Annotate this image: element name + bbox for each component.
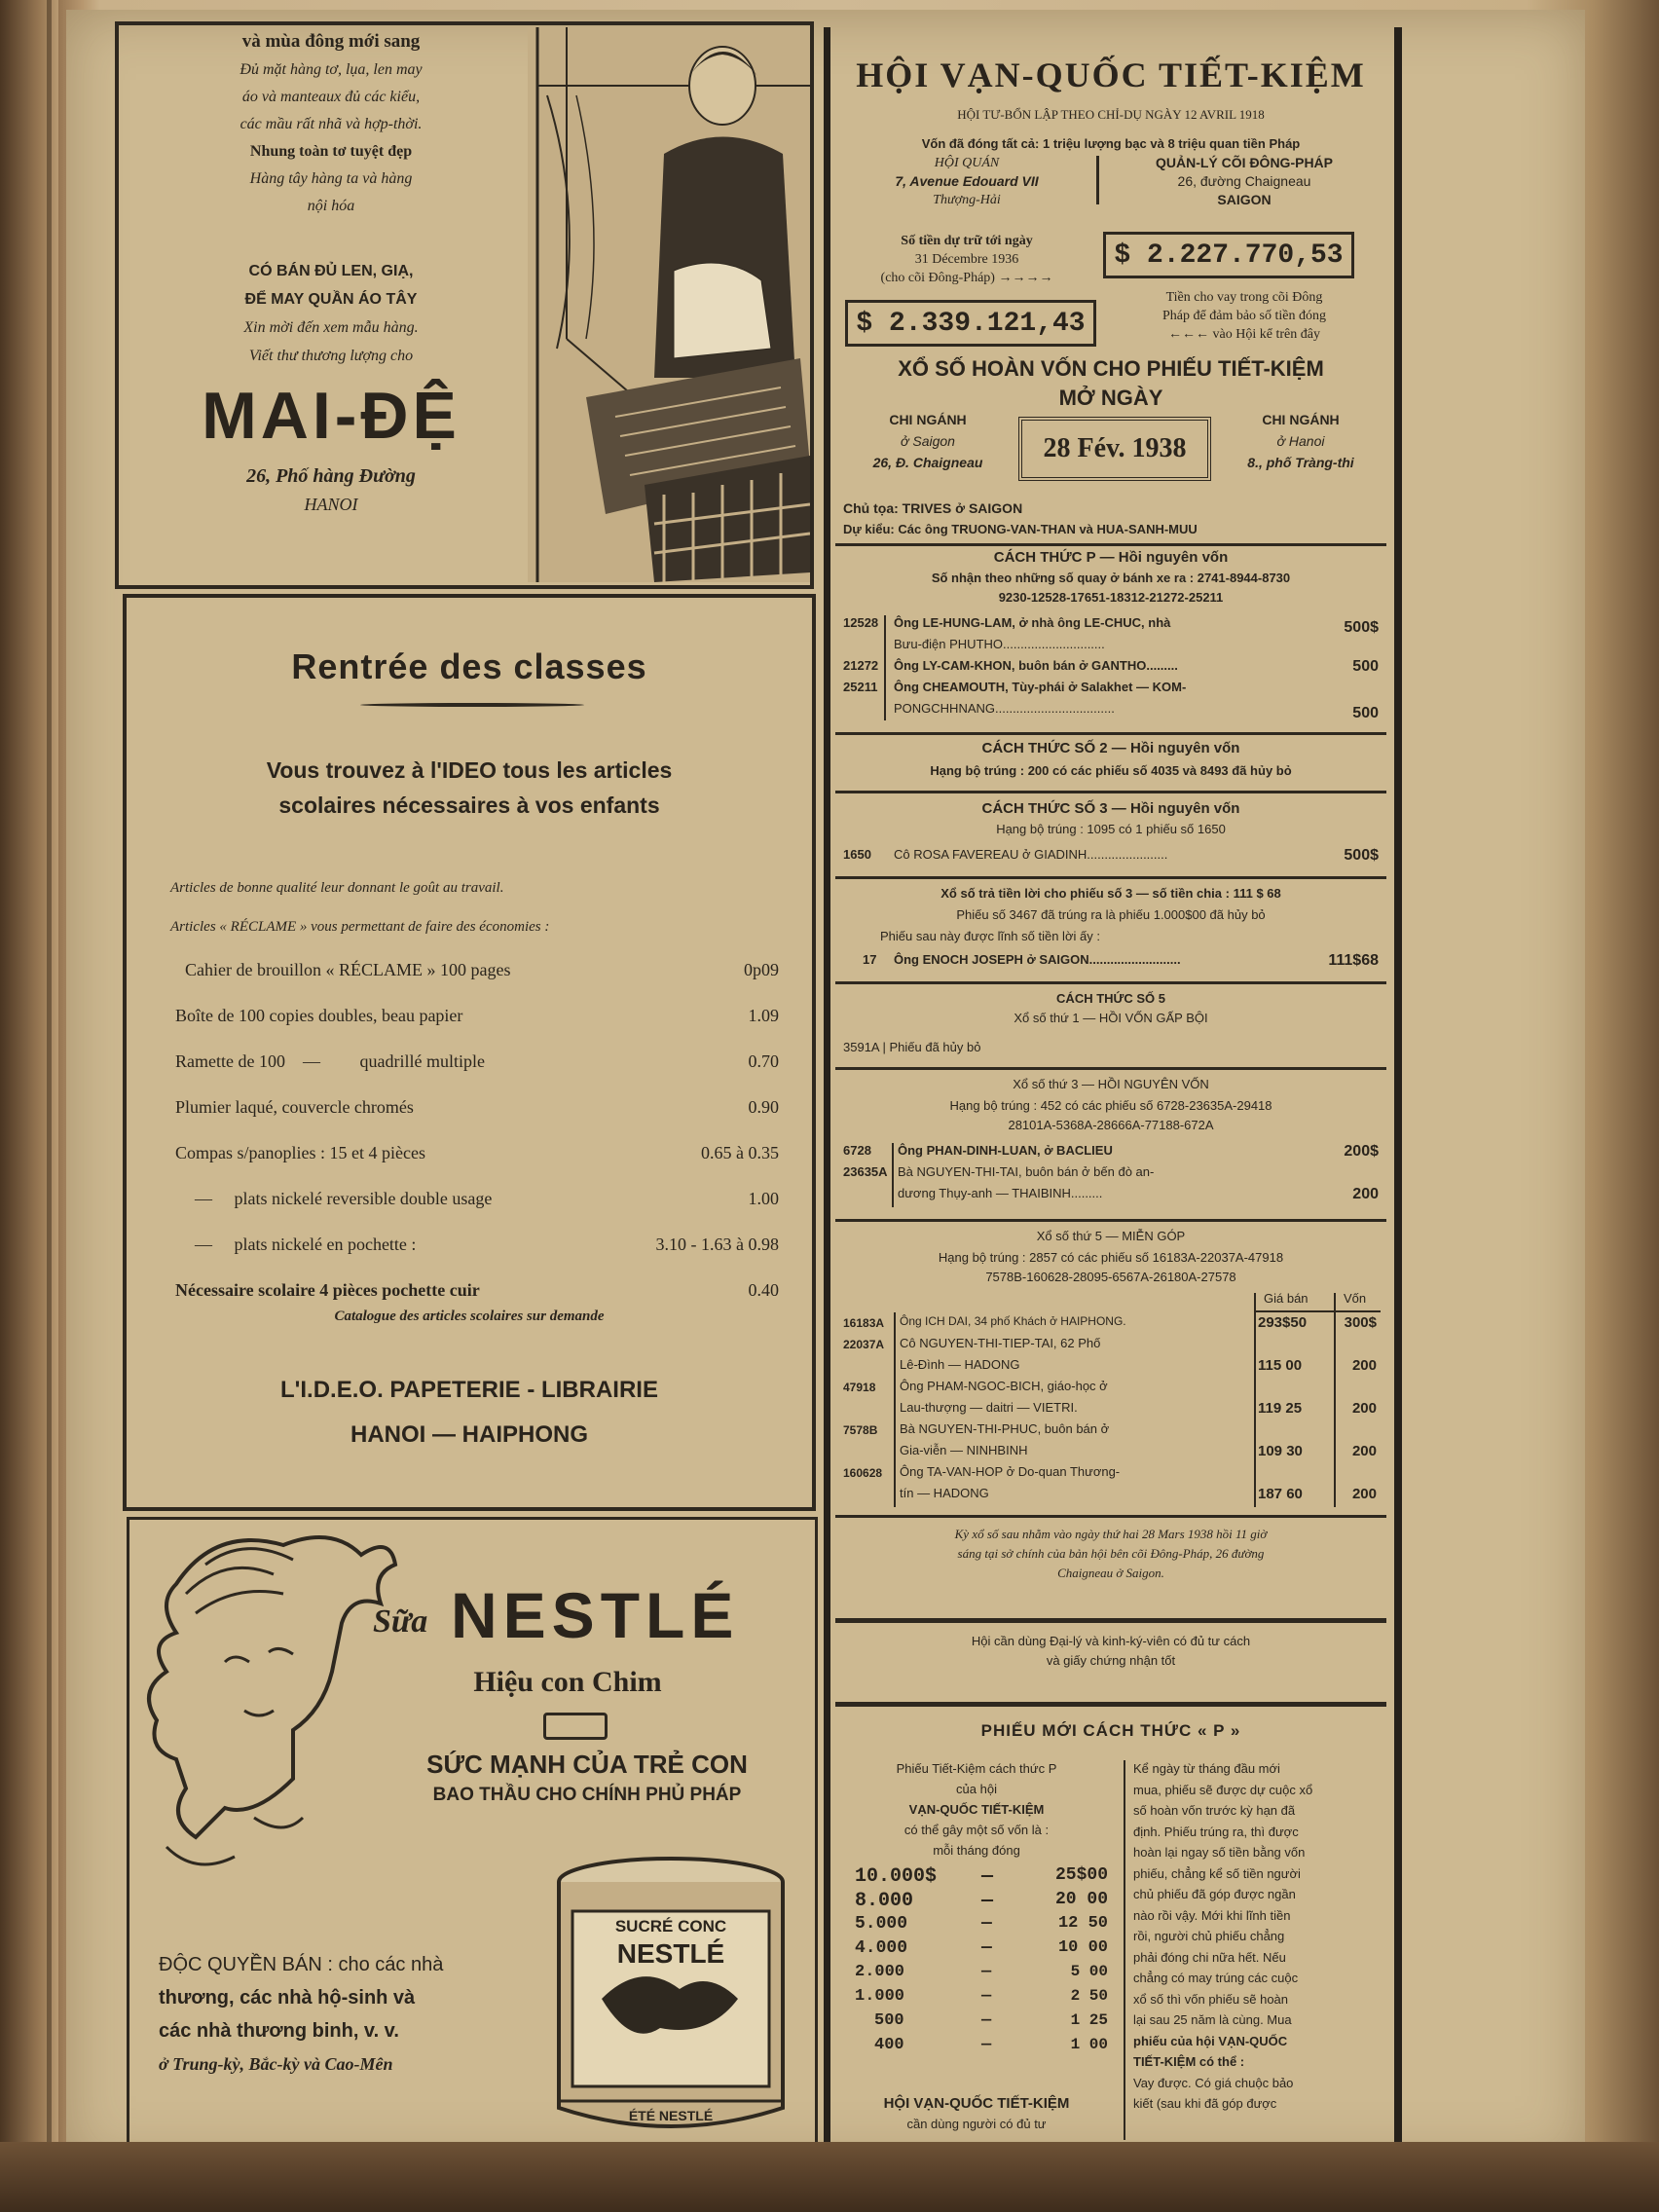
ideo-subtitle: Vous trouvez à l'IDEO tous les articles (266, 757, 673, 783)
text-line: Thượng-Hải (933, 193, 1001, 207)
text-line: 0.40 (748, 1280, 779, 1300)
text-line: chẳng có may trúng các cuộc (1133, 1971, 1299, 1985)
column-header-price: Giá bán (1264, 1291, 1309, 1306)
text-line: định. Phiếu trúng ra, thì được (1133, 1824, 1299, 1839)
text-line: Bà NGUYEN-THI-TAI, buôn bán ở bến đò an- (898, 1164, 1155, 1179)
page-bottom-edge (0, 2142, 1659, 2212)
text-line: hoàn lại ngay số tiền bằng vốn (1133, 1845, 1306, 1860)
table-rule (1254, 1310, 1381, 1312)
nestle-tagline: Hiệu con Chim (473, 1666, 662, 1698)
price-item (175, 1189, 779, 1235)
text-line: ĐỘC QUYỀN BÁN : cho các nhà (159, 1954, 444, 1975)
price-item (175, 1006, 779, 1051)
section-rule (835, 876, 1386, 879)
next-draw-note (835, 1525, 1386, 1583)
text-line: Chaigneau ở Saigon. (1057, 1566, 1164, 1580)
text-line: Ông ICH DAI, 34 phố Khách ở HAIPHONG. (900, 1314, 1126, 1328)
text-line: Plumier laqué, couvercle chromés (175, 1097, 414, 1117)
text-line: 5.000 (855, 1914, 908, 1934)
column-divider (824, 27, 830, 2159)
dash-separator: — (981, 1890, 994, 1912)
divider (1254, 1293, 1256, 1507)
text-line: Phiếu Tiết-Kiệm cách thức P (896, 1761, 1057, 1776)
section-rule (835, 1515, 1386, 1518)
text-line: chủ phiếu đã góp được ngần (1133, 1887, 1296, 1901)
text-line: 26, đường Chaigneau (1177, 173, 1311, 189)
text-line: và giấy chứng nhận tốt (1046, 1653, 1176, 1668)
ticket-rate-table (855, 1865, 1108, 2060)
text-line: 25211 (843, 680, 878, 694)
text-line: ở Hanoi (1276, 433, 1325, 449)
new-ticket-title: PHIẾU MỚI CÁCH THỨC « P » (980, 1721, 1241, 1740)
amount-reserve: $ 2.227.770,53 (1103, 232, 1354, 278)
text-line: 500 (1352, 658, 1379, 675)
text-line: 200 (1352, 1186, 1379, 1202)
section-rule (835, 791, 1386, 793)
text-line: 1 00 (1070, 2036, 1108, 2053)
text-line: Ramette de 100 — quadrillé multiple (175, 1051, 485, 1071)
amount-loans: $ 2.339.121,43 (845, 300, 1096, 347)
section-rule (835, 1702, 1386, 1707)
text-line: 31 Décembre 1936 (914, 252, 1019, 267)
text-line: 200 (1351, 1400, 1377, 1417)
dash-separator: — (981, 1963, 992, 1981)
text-line: 8.000 (855, 1890, 914, 1912)
text-line: TIẾT-KIỆM có thể : (1133, 2054, 1245, 2069)
text-line: CHI NGÁNH (889, 412, 967, 427)
divider (1096, 156, 1099, 204)
reserve-note (845, 232, 1088, 287)
text-line: Lau-thượng — daitri — VIETRI. (900, 1400, 1078, 1415)
text-line: 4.000 (855, 1938, 908, 1958)
text-line: 200 (1351, 1357, 1377, 1374)
section-numbers: Số nhận theo những số quay ở bánh xe ra : 2741-8944-8730 (931, 571, 1291, 585)
agents-note (835, 1632, 1386, 1671)
text-line: 500 (1352, 705, 1379, 721)
text-line: 119 25 (1258, 1400, 1303, 1417)
text-line: 2 50 (1070, 1987, 1108, 2005)
maide-address: 26, Phố hàng Đường (246, 465, 416, 487)
text-line: ở Saigon (901, 433, 955, 449)
dash-separator: — (981, 1914, 992, 1934)
text-line: 12 50 (1057, 1914, 1108, 1933)
section-text: 7578B-160628-28095-6567A-26180A-27578 (985, 1270, 1236, 1284)
nestle-dealer (159, 1948, 443, 2081)
binding-spine (47, 0, 52, 2212)
text-line: có thể gây một số vốn là : (903, 1823, 1050, 1837)
section-rule (835, 732, 1386, 735)
price-item (175, 1143, 779, 1189)
text-line: Hội cần dùng Đại-lý và kinh-ký-viên có đủ tư cách (971, 1634, 1251, 1648)
text-line: phiếu của hội VẠN-QUỐC (1133, 2033, 1288, 2048)
winners-list (843, 615, 1379, 722)
price-item (175, 960, 779, 1006)
text-line: của hội (956, 1782, 997, 1796)
text-line: SAIGON (1217, 192, 1272, 207)
text-line: — plats nickelé reversible double usage (195, 1189, 493, 1208)
maide-name: MAI-ĐỆ (202, 379, 461, 453)
can-label: SUCRÉ CONC (614, 1917, 727, 1936)
price-item (175, 1235, 779, 1280)
text-line: 293$50 (1258, 1314, 1308, 1331)
section-title: CÁCH THỨC SỐ 5 (1056, 991, 1165, 1006)
nestle-brand: NESTLÉ (451, 1579, 740, 1651)
text-line: 2.000 (855, 1963, 905, 1981)
text-line: Tiền cho vay trong cõi Đông (1165, 290, 1323, 305)
text-line: 1.000 (855, 1987, 905, 2006)
text-line: 200 (1351, 1486, 1377, 1502)
section-subtitle: Xổ số thứ 1 — HỒI VỐN GẤP BỘI (1014, 1011, 1208, 1025)
text-line: Boîte de 100 copies doubles, beau papier (175, 1006, 463, 1025)
winners-table (843, 1314, 1381, 1507)
new-ticket-description (1133, 1758, 1386, 2115)
text-line: 21272 (843, 658, 879, 673)
winners-list (843, 1143, 1379, 1207)
text-line: dương Thụy-anh — THAIBINH......... (898, 1186, 1103, 1200)
text-line: Bưu-điện PHUTHO............................. (894, 637, 1105, 651)
condensed-milk-can-icon (543, 1853, 798, 2135)
dash-separator: — (981, 1865, 994, 1888)
section-rule (835, 1067, 1386, 1070)
text-line: 5 00 (1070, 1963, 1108, 1980)
maide-line: Viết thư thương lượng cho (248, 348, 414, 364)
text-line: 1650 (843, 847, 871, 862)
text-line: CHI NGÁNH (1262, 412, 1340, 427)
text-line: 7, Avenue Edouard VII (895, 173, 1039, 189)
text-line: 1 25 (1070, 2011, 1108, 2029)
section-title: CÁCH THỨC P — Hồi nguyên vốn (993, 549, 1229, 566)
section-title: Xổ số trả tiền lời cho phiếu số 3 — số tiền chia : 111 $ 68 (940, 886, 1281, 901)
draw-attendees: Dự kiểu: Các ông TRUONG-VAN-THAN và HUA-SANH-MUU (843, 522, 1198, 536)
text-line: Kể ngày từ tháng đầu mới (1133, 1761, 1280, 1776)
divider (884, 615, 886, 720)
section-numbers: 9230-12528-17651-18312-21272-25211 (998, 590, 1224, 605)
text-line: 3.10 - 1.63 à 0.98 (655, 1235, 779, 1254)
text-line: lại sau 25 năm là cùng. Mua (1133, 2012, 1292, 2027)
maide-line: Nhung toàn tơ tuyệt đẹp (249, 143, 413, 160)
text-line: Nécessaire scolaire 4 pièces pochette cuir (175, 1280, 480, 1300)
ornament-icon (543, 1713, 608, 1740)
head-office (845, 154, 1088, 209)
text-line: 111$68 (1328, 952, 1379, 969)
dash-separator: — (981, 1938, 992, 1958)
maide-ad (115, 21, 814, 589)
text-line: Ông LY-CAM-KHON, buôn bán ở GANTHO......... (894, 658, 1178, 673)
maide-line: Xin mời đến xem mẫu hàng. (243, 319, 419, 336)
section-text: 28101A-5368A-28666A-77188-672A (1008, 1118, 1214, 1132)
maide-line: Đủ mặt hàng tơ, lụa, len may (240, 61, 423, 78)
section-text: Phiếu số 3467 đã trúng ra là phiếu 1.000$00 đã hủy bỏ (956, 907, 1266, 922)
maide-line: các mầu rất nhã và hợp-thời. (240, 116, 423, 132)
text-line: 17 (863, 952, 877, 967)
can-label: ÉTÉ NESTLÉ (628, 2108, 714, 2123)
maide-line: CÓ BÁN ĐỦ LEN, GIẠ, (248, 263, 414, 279)
text-line: phiếu, chẳng kể số tiền người (1133, 1865, 1301, 1881)
text-line: phải đóng chi nữa hết. Nếu (1133, 1949, 1286, 1965)
ideo-catalogue: Catalogue des articles scolaires sur demande (334, 1309, 605, 1324)
text-line: Ông LE-HUNG-LAM, ở nhà ông LE-CHUC, nhà (894, 615, 1171, 630)
text-line: 0.70 (748, 1051, 779, 1071)
text-line: nào rồi vậy. Mới khi lĩnh tiền (1133, 1907, 1291, 1923)
draw-chair: Chủ tọa: TRIVES ở SAIGON (843, 500, 1023, 516)
text-line: mua, phiếu sẽ được dự cuộc xổ (1133, 1782, 1313, 1797)
text-line: 500$ (1344, 619, 1379, 636)
text-line: 1.09 (748, 1006, 779, 1025)
management-office (1103, 154, 1385, 209)
column-divider (1394, 27, 1402, 2159)
nestle-sua: Sữa (373, 1604, 428, 1640)
section-title: CÁCH THỨC SỐ 3 — Hồi nguyên vốn (981, 800, 1240, 817)
ideo-note: Articles « RÉCLAME » vous permettant de faire des économies : (170, 919, 550, 935)
section-text: Hạng bộ trúng : 200 có các phiếu số 4035 và 8493 đã hủy bỏ (930, 763, 1292, 778)
text-line: VẠN-QUỐC TIẾT-KIỆM (908, 1802, 1045, 1817)
savings-subtitle: HỘI TƯ-BỔN LẬP THEO CHỈ-DỤ NGÀY 12 AVRIL 1918 (957, 107, 1265, 122)
section-rule (835, 981, 1386, 984)
draw-subtitle: MỞ NGÀY (1058, 386, 1163, 410)
winner-row (843, 847, 1379, 868)
nestle-slogan: BAO THẦU CHO CHÍNH PHỦ PHÁP (432, 1785, 742, 1805)
text-line: 500 (874, 2011, 904, 2030)
new-ticket-intro (835, 1758, 1118, 1861)
maide-line: Hàng tây hàng ta và hàng (249, 170, 413, 187)
text-line: Vay được. Có giá chuộc bảo (1133, 2075, 1294, 2090)
section-title: CÁCH THỨC SỐ 2 — Hồi nguyên vốn (981, 740, 1240, 756)
text-line: số hoàn vốn trước kỳ hạn đã (1133, 1803, 1296, 1818)
branch-saigon (845, 409, 1011, 473)
text-line: 12528 (843, 615, 879, 630)
text-line: rồi, người chủ phiếu chẳng (1133, 1929, 1285, 1943)
section-title: Xổ số thứ 5 — MIỄN GÓP (1036, 1229, 1186, 1243)
text-line: kiết (sau khi đã góp được (1133, 2096, 1277, 2111)
newspaper-page (66, 10, 1585, 2166)
text-line: 200$ (1344, 1143, 1379, 1160)
title-underline (360, 703, 584, 707)
text-line: 22037A (843, 1338, 885, 1351)
text-line: 8., phố Tràng-thi (1247, 455, 1354, 470)
section-text: Hạng bộ trúng : 452 có các phiếu số 6728-23635A-29418 (949, 1098, 1272, 1113)
nestle-ad (127, 1517, 818, 2155)
new-ticket-footer: HỘI VẠN-QUỐC TIẾT-KIỆM (883, 2095, 1070, 2112)
text-line: Ông ENOCH JOSEPH ở SAIGON.......................... (894, 952, 1181, 967)
text-line: ←←← vào Hội kể trên đây (1168, 327, 1320, 342)
divider (894, 1312, 896, 1507)
savings-capital: Vốn đã đóng tất cả: 1 triệu lượng bạc và 8 triệu quan tiền Pháp (921, 136, 1301, 151)
text-line: 500$ (1344, 847, 1379, 864)
section-title: Xổ số thứ 3 — HỒI NGUYÊN VỐN (1013, 1077, 1209, 1091)
text-line: Ông PHAN-DINH-LUAN, ở BACLIEU (898, 1143, 1113, 1158)
text-line: 0.65 à 0.35 (701, 1143, 779, 1162)
text-line: 10 00 (1057, 1938, 1108, 1957)
text-line: 0p09 (744, 960, 779, 979)
section-rule (835, 1219, 1386, 1222)
text-line: Cô ROSA FAVEREAU ở GIADINH....................... (894, 847, 1168, 862)
savings-title: HỘI VẠN-QUỐC TIẾT-KIỆM (856, 55, 1366, 94)
text-line: Lê-Đình — HADONG (900, 1357, 1020, 1372)
text-line: Ông TA-VAN-HOP ở Do-quan Thương- (900, 1464, 1121, 1479)
winner-row (843, 952, 1379, 974)
maide-line: nội hóa (307, 198, 355, 214)
text-line: HỘI QUÁN (934, 156, 1000, 170)
ideo-note: Articles de bonne qualité leur donnant le goût au travail. (170, 880, 504, 896)
text-line: các nhà thương binh, v. v. (159, 2020, 399, 2042)
text-line: 7578B (843, 1423, 878, 1437)
savings-society-ad (835, 27, 1386, 2159)
winner-row: 3591A | Phiếu đã hủy bỏ (843, 1040, 981, 1054)
text-line: sáng tại sở chính của bản hội bên cõi Đông-Pháp, 26 đường (957, 1546, 1265, 1561)
text-line: Ông CHEAMOUTH, Tùy-phái ở Salakhet — KOM- (894, 680, 1187, 694)
text-line: thương, các nhà hộ-sinh và (159, 1987, 416, 2009)
text-line: 47918 (843, 1381, 876, 1394)
text-line: Cô NGUYEN-THI-TIEP-TAI, 62 Phố (900, 1336, 1101, 1350)
section-text: Hạng bộ trúng : 2857 có các phiếu số 16183A-22037A-47918 (938, 1250, 1284, 1265)
child-face-illustration (137, 1526, 400, 1886)
text-line: 0.90 (748, 1097, 779, 1117)
dash-separator: — (981, 2036, 992, 2054)
loan-note (1103, 288, 1385, 344)
text-line: 300$ (1344, 1314, 1377, 1331)
woman-sewing-illustration (528, 27, 810, 582)
text-line: mỗi tháng đóng (933, 1843, 1020, 1858)
text-line: 10.000$ (855, 1865, 938, 1888)
ideo-ad (123, 594, 816, 1511)
text-line: 109 30 (1258, 1443, 1303, 1459)
divider (1124, 1760, 1125, 2140)
text-line: 200 (1351, 1443, 1377, 1459)
draw-date: 28 Fév. 1938 (1018, 417, 1211, 481)
text-line: Kỳ xổ số sau nhằm vào ngày thứ hai 28 Mars 1938 hồi 11 giờ (954, 1527, 1268, 1541)
maide-city: HANOI (304, 495, 358, 514)
section-rule (835, 1618, 1386, 1623)
text-line: 25$00 (1054, 1865, 1108, 1885)
text-line: 6728 (843, 1143, 871, 1158)
section-text: Phiếu sau này được lĩnh số tiền lời ấy : (880, 929, 1100, 943)
draw-title: XỔ SỐ HOÀN VỐN CHO PHIẾU TIẾT-KIỆM (898, 356, 1324, 381)
text-line: QUẢN-LÝ CÕI ĐÔNG-PHÁP (1156, 155, 1333, 170)
dash-separator: — (981, 1987, 992, 2006)
text-line: tín — HADONG (900, 1486, 989, 1500)
column-header-capital: Vốn (1344, 1291, 1367, 1306)
text-line: 26, Đ. Chaigneau (872, 455, 983, 470)
can-label: NESTLÉ (616, 1938, 725, 1969)
text-line: ở Trung-kỳ, Bắc-kỳ và Cao-Mên (159, 2054, 393, 2074)
text-line: 16183A (843, 1316, 885, 1330)
branch-hanoi (1215, 409, 1386, 473)
text-line: 115 00 (1258, 1357, 1303, 1374)
divider (892, 1143, 894, 1207)
nestle-slogan: SỨC MẠNH CỦA TRẺ CON (426, 1750, 748, 1779)
ideo-brand: L'I.D.E.O. PAPETERIE - LIBRAIRIE (280, 1377, 658, 1403)
text-line: xổ số thì vốn phiếu sẽ hoàn (1133, 1991, 1289, 2007)
text-line: 23635A (843, 1164, 888, 1179)
text-line: Gia-viễn — NINHBINH (900, 1443, 1028, 1457)
section-rule (835, 543, 1386, 546)
dash-separator: — (981, 2011, 992, 2030)
maide-line: ĐỂ MAY QUẦN ÁO TÂY (244, 291, 418, 308)
text-line: 187 60 (1258, 1486, 1303, 1502)
text-line: Cahier de brouillon « RÉCLAME » 100 pages (185, 960, 511, 979)
price-item (175, 1051, 779, 1097)
new-ticket-footer: cần dùng người có đủ tư (906, 2117, 1047, 2131)
price-item (175, 1097, 779, 1143)
text-line: Số tiền dự trữ tới ngày (901, 234, 1033, 248)
ideo-price-list (175, 960, 779, 1326)
divider (1334, 1293, 1336, 1507)
text-line: Bà NGUYEN-THI-PHUC, buôn bán ở (900, 1421, 1110, 1436)
ideo-cities: HANOI — HAIPHONG (350, 1421, 588, 1448)
section-text: Hạng bộ trúng : 1095 có 1 phiếu số 1650 (996, 822, 1226, 836)
text-line: 400 (874, 2036, 904, 2054)
ideo-title: Rentrée des classes (291, 646, 647, 686)
text-line: Compas s/panoplies : 15 et 4 pièces (175, 1143, 425, 1162)
text-line: 160628 (843, 1466, 883, 1480)
text-line: 20 00 (1054, 1890, 1108, 1909)
maide-line: và mùa đông mới sang (241, 31, 421, 52)
text-line: — plats nickelé en pochette : (195, 1235, 417, 1254)
text-line: 1.00 (748, 1189, 779, 1208)
text-line: Ông PHAM-NGOC-BICH, giáo-học ở (900, 1379, 1108, 1393)
maide-line: áo và manteaux đủ các kiểu, (241, 89, 421, 105)
text-line: (cho cõi Đông-Pháp) →→→→ (880, 271, 1053, 285)
text-line: Pháp để đảm bảo số tiền đóng (1162, 309, 1326, 323)
ideo-subtitle: scolaires nécessaires à vos enfants (278, 793, 660, 818)
text-line: PONGCHHNANG.................................. (894, 701, 1115, 716)
